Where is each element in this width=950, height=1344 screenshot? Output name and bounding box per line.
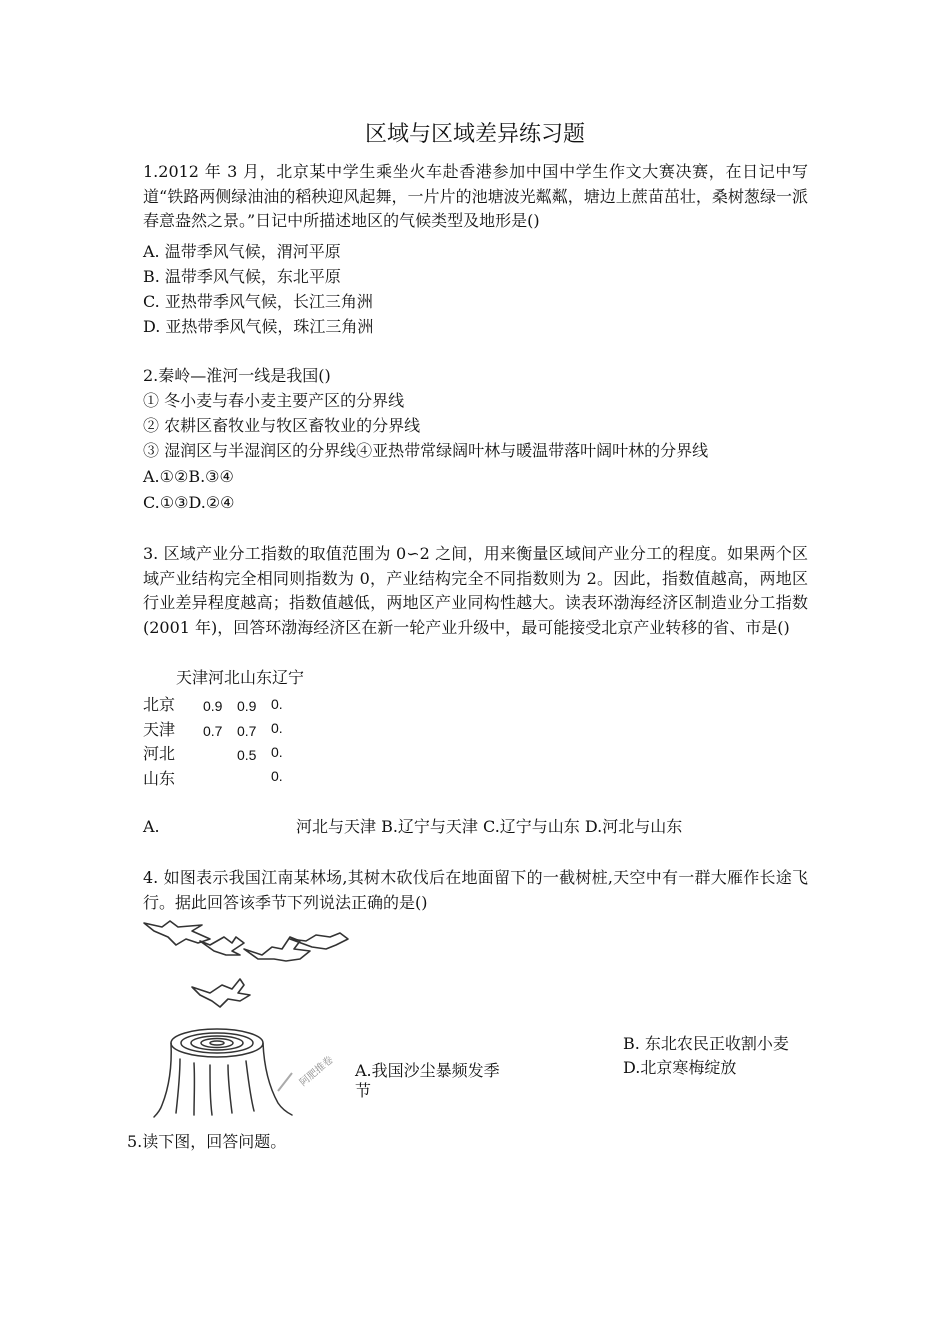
q4-option-d: D.北京寒梅绽放 [623, 1058, 737, 1077]
q2-item-3: ③ 湿润区与半湿润区的分界线④亚热带常绿阔叶林与暖温带落叶阔叶林的分界线 [143, 441, 709, 460]
page-title: 区域与区域差异练习题 [364, 122, 585, 147]
q4-option-a-line2: 节 [355, 1081, 372, 1100]
q1-option-a: A. 温带季风气候，渭河平原 [143, 242, 341, 261]
q3-stem: 3. 区域产业分工指数的取值范围为 0∽2 之间，用来衡量区域间产业分工的程度。如果两个区域产业结构完全相同则指数为 0，产业结构完全不同指数则为 2。因此，指数值越高，两地区行业差异程度越高；指数值越低，两地区产业同构性越大。读表环渤海经济区制造业分工指数(2001 年)，回答环渤海经济区在新一轮产业升级中，最可能接受北京产业转移的省、市是() [143, 544, 808, 637]
row-label: 山东 [143, 769, 176, 788]
row-label: 北京 [143, 695, 176, 714]
q3-option-a: A. [143, 817, 160, 836]
cell-value: 0. [271, 720, 283, 736]
q2-item-2: ② 农耕区畜牧业与牧区畜牧业的分界线 [143, 416, 421, 435]
q3-table-header: 天津河北山东辽宁 [176, 668, 305, 687]
q4-option-a-line1: A.我国沙尘暴频发季 [355, 1061, 500, 1080]
q3-options: 河北与天津 B.辽宁与天津 C.辽宁与山东 D.河北与山东 [296, 817, 683, 836]
geese-illustration [140, 915, 355, 1015]
cell-value: 0.5 [237, 747, 257, 763]
watermark: 阿肥推卷 [297, 1054, 336, 1089]
q5-stem: 5.读下图，回答问题。 [127, 1132, 287, 1151]
q1-option-b: B. 温带季风气候，东北平原 [143, 267, 341, 286]
cell-value: 0.9 [237, 698, 257, 714]
cell-value: 0. [271, 696, 283, 712]
q2-stem: 2.秦岭—淮河一线是我国() [143, 366, 331, 385]
tree-stump-illustration [150, 1025, 305, 1120]
q2-option-ab: A.①②B.③④ [143, 467, 234, 486]
q1-stem: 1.2012 年 3 月，北京某中学生乘坐火车赴香港参加中国中学生作文大赛决赛，在日记中写道“铁路两侧绿油油的稻秧迎风起舞，一片片的池塘波光粼粼，塘边上蔗苗茁壮，桑树葱绿一派春意盎然之景。”日记中所描述地区的气候类型及地形是() [143, 162, 808, 230]
q2-option-cd: C.①③D.②④ [143, 493, 235, 512]
q4-stem: 4. 如图表示我国江南某林场,其树木砍伐后在地面留下的一截树桩,天空中有一群大雁作长途飞行。据此回答该季节下列说法正确的是() [143, 868, 808, 912]
cell-value: 0. [271, 744, 283, 760]
row-label: 河北 [143, 744, 176, 763]
cell-value: 0. [271, 768, 283, 784]
q4-option-b: B. 东北农民正收割小麦 [623, 1034, 789, 1053]
row-label: 天津 [143, 720, 176, 739]
q2-item-1: ① 冬小麦与春小麦主要产区的分界线 [143, 391, 405, 410]
cell-value: 0.7 [203, 723, 223, 739]
q1-option-d: D. 亚热带季风气候，珠江三角洲 [143, 317, 374, 336]
goose-icon [192, 979, 250, 1007]
q1-option-c: C. 亚热带季风气候，长江三角洲 [143, 292, 373, 311]
cell-value: 0.9 [203, 698, 223, 714]
cell-value: 0.7 [237, 723, 257, 739]
